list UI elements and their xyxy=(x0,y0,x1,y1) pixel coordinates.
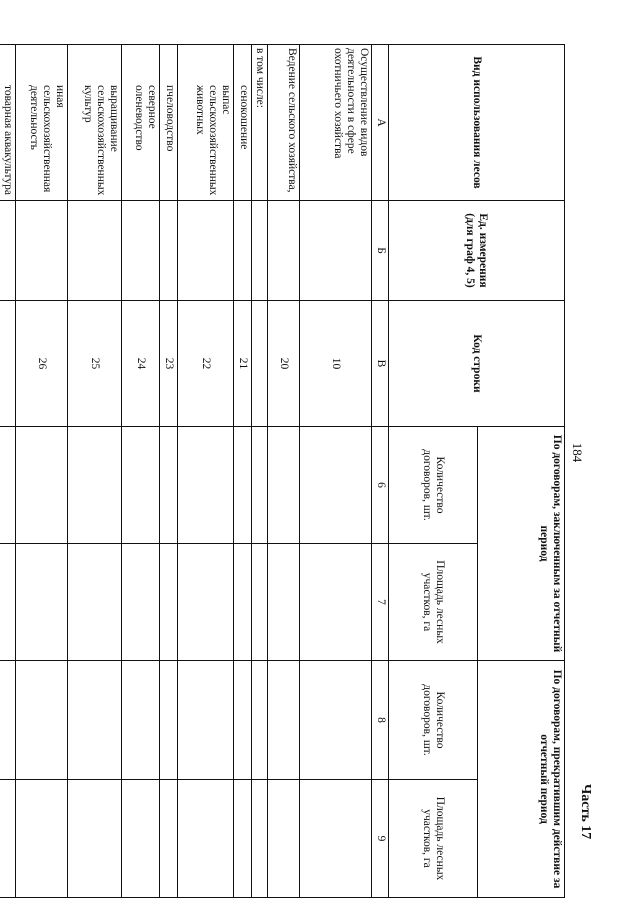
row-code: 25 xyxy=(68,301,122,427)
row-value-cell xyxy=(16,780,68,898)
row-value-cell xyxy=(122,780,160,898)
column-letter-row xyxy=(372,45,389,898)
row-code: 21 xyxy=(234,301,252,427)
row-value-cell xyxy=(160,780,178,898)
row-unit-cell xyxy=(122,201,160,301)
row-usage-name: иная сельскохозяйственная деятельность xyxy=(16,45,68,201)
row-value-cell xyxy=(160,427,178,544)
page-number: 184 xyxy=(570,442,585,463)
row-usage-name: выращивание сельскохозяйственных культур xyxy=(68,45,122,201)
row-code: 24 xyxy=(122,301,160,427)
row-value-cell xyxy=(234,780,252,898)
row-value-cell xyxy=(0,661,16,780)
row-code xyxy=(0,301,16,427)
column-letter: А xyxy=(372,45,389,201)
table-row xyxy=(68,45,122,898)
row-value-cell xyxy=(0,780,16,898)
row-usage-name: товарная аквакультура xyxy=(0,45,16,201)
row-unit-cell xyxy=(0,201,16,301)
row-value-cell xyxy=(300,544,372,661)
table-row xyxy=(252,45,268,898)
row-value-cell xyxy=(160,544,178,661)
row-value-cell xyxy=(234,427,252,544)
table-row xyxy=(268,45,300,898)
row-value-cell xyxy=(252,427,268,544)
header-concluded-contracts: По договорам, заключенным за отчетный период xyxy=(478,427,565,661)
row-value-cell xyxy=(252,544,268,661)
row-value-cell xyxy=(300,661,372,780)
row-value-cell xyxy=(68,544,122,661)
header-count-terminated: Количество договоров, шт. xyxy=(389,661,478,780)
row-value-cell xyxy=(68,661,122,780)
table-row xyxy=(16,45,68,898)
row-value-cell xyxy=(122,544,160,661)
row-value-cell xyxy=(178,661,234,780)
row-code: 22 xyxy=(178,301,234,427)
row-value-cell xyxy=(234,661,252,780)
table-row xyxy=(0,45,16,898)
table-row xyxy=(300,45,372,898)
row-unit-cell xyxy=(68,201,122,301)
row-unit-cell xyxy=(16,201,68,301)
row-usage-name: сенокошение xyxy=(234,45,252,201)
row-value-cell xyxy=(252,780,268,898)
table-row xyxy=(122,45,160,898)
row-value-cell xyxy=(0,427,16,544)
row-value-cell xyxy=(178,427,234,544)
table-body xyxy=(0,45,372,898)
row-value-cell xyxy=(268,427,300,544)
column-letter: В xyxy=(372,301,389,427)
header-count-concluded: Количество договоров, шт. xyxy=(389,427,478,544)
row-unit-cell xyxy=(234,201,252,301)
table-row xyxy=(234,45,252,898)
column-letter: 6 xyxy=(372,427,389,544)
row-unit-cell xyxy=(160,201,178,301)
row-value-cell xyxy=(252,661,268,780)
header-area-terminated: Площадь лесных участков, га xyxy=(389,780,478,898)
part-label: Часть 17 xyxy=(578,784,593,840)
header-unit: Ед. измерения (для граф 4, 5) xyxy=(389,201,565,301)
row-value-cell xyxy=(160,661,178,780)
row-code: 20 xyxy=(268,301,300,427)
header-usage-type: Вид использования лесов xyxy=(389,45,565,201)
row-value-cell xyxy=(268,661,300,780)
column-letter: 7 xyxy=(372,544,389,661)
header-terminated-contracts: По договорам, прекратившим действие за отчетный период xyxy=(478,661,565,898)
row-usage-name: Осуществление видов деятельности в сфере охотничьего хозяйства xyxy=(300,45,372,201)
row-value-cell xyxy=(268,780,300,898)
usage-table xyxy=(0,44,565,898)
row-value-cell xyxy=(0,544,16,661)
row-value-cell xyxy=(122,661,160,780)
row-usage-name: выпас сельскохозяйственных животных xyxy=(178,45,234,201)
column-letter: 9 xyxy=(372,780,389,898)
row-value-cell xyxy=(16,661,68,780)
row-usage-name: в том числе: xyxy=(252,45,268,201)
row-usage-name: Ведение сельского хозяйства, xyxy=(268,45,300,201)
header-area-concluded: Площадь лесных участков, га xyxy=(389,544,478,661)
row-unit-cell xyxy=(252,201,268,301)
row-unit-cell xyxy=(268,201,300,301)
row-unit-cell xyxy=(178,201,234,301)
table-row xyxy=(178,45,234,898)
column-letter: 8 xyxy=(372,661,389,780)
row-value-cell xyxy=(300,427,372,544)
row-value-cell xyxy=(178,780,234,898)
column-letter: Б xyxy=(372,201,389,301)
header-row-code: Код строки xyxy=(389,301,565,427)
row-value-cell xyxy=(16,544,68,661)
row-value-cell xyxy=(68,427,122,544)
row-value-cell xyxy=(268,544,300,661)
row-code: 26 xyxy=(16,301,68,427)
row-value-cell xyxy=(16,427,68,544)
row-code: 23 xyxy=(160,301,178,427)
row-value-cell xyxy=(234,544,252,661)
row-code: 10 xyxy=(300,301,372,427)
row-value-cell xyxy=(300,780,372,898)
row-value-cell xyxy=(68,780,122,898)
row-code xyxy=(252,301,268,427)
row-value-cell xyxy=(122,427,160,544)
row-usage-name: пчеловодство xyxy=(160,45,178,201)
row-value-cell xyxy=(178,544,234,661)
row-usage-name: северное оленеводство xyxy=(122,45,160,201)
row-unit-cell xyxy=(300,201,372,301)
table-row xyxy=(160,45,178,898)
